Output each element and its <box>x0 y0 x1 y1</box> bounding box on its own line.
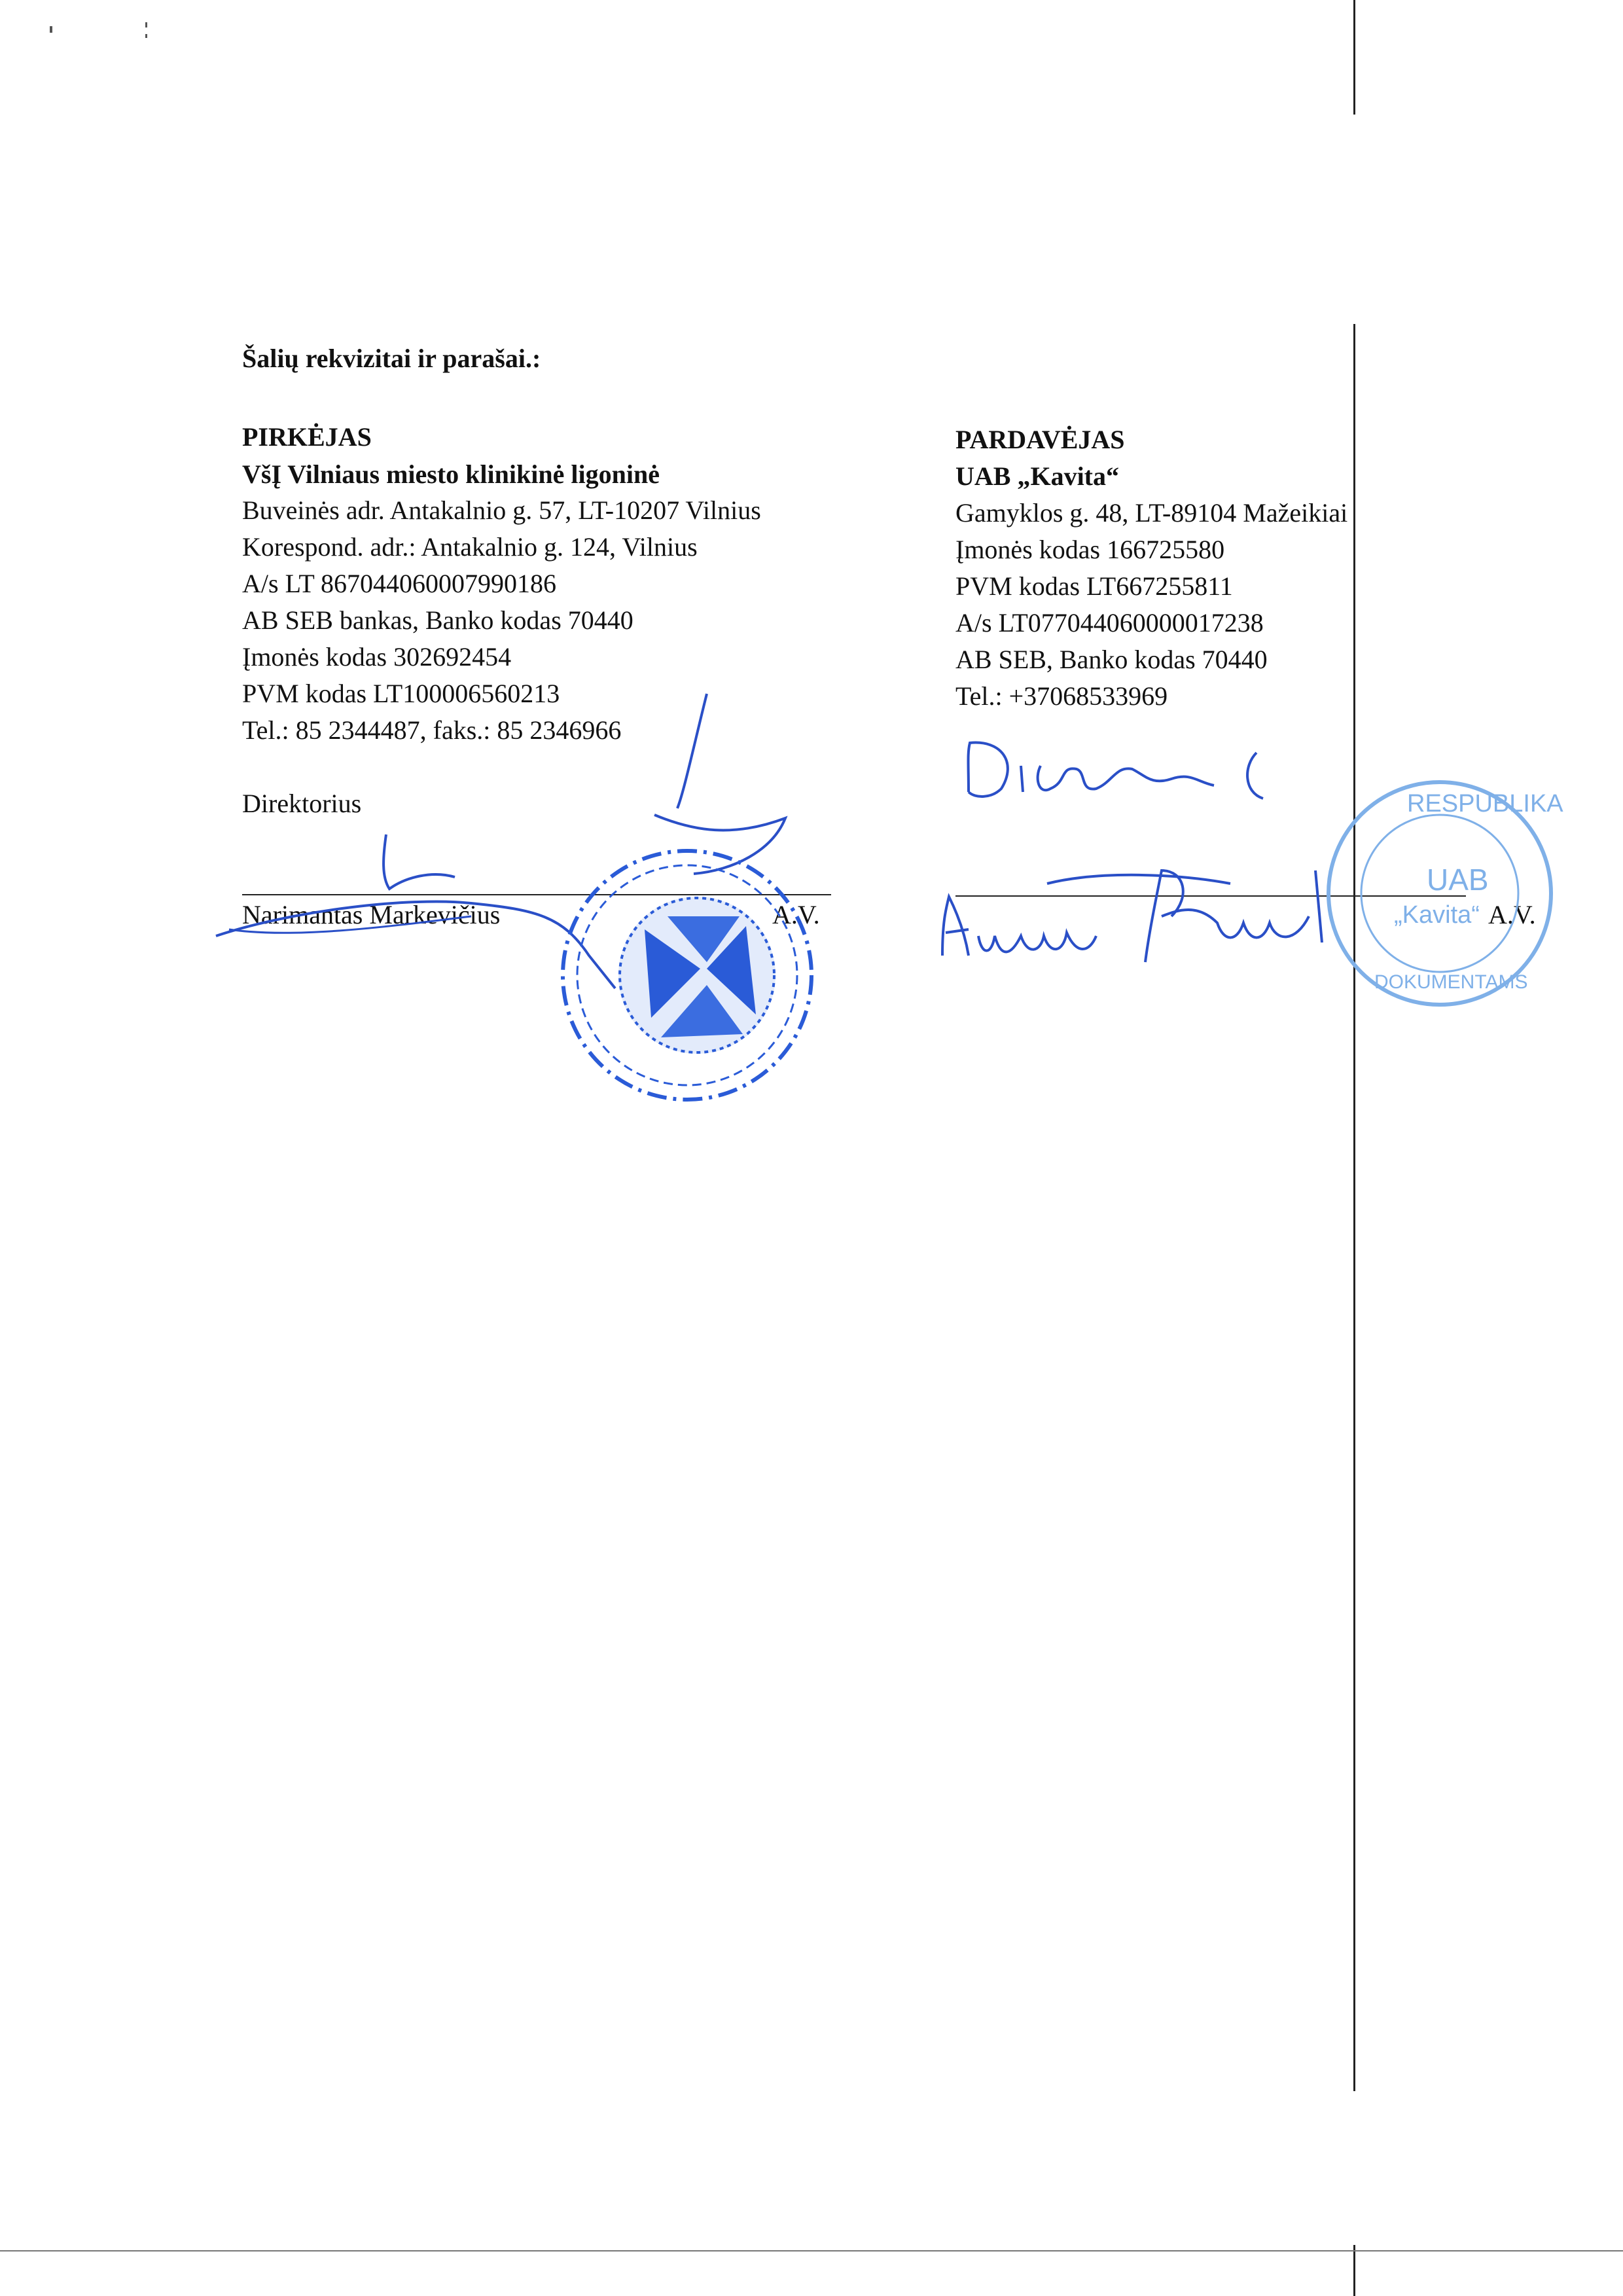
stamp-ring-bottom-text: DOKUMENTAMS <box>1374 971 1528 993</box>
seller-company-code: Įmonės kodas 166725580 <box>955 535 1225 564</box>
buyer-role: PIRKĖJAS <box>242 422 372 452</box>
buyer-position: Direktorius <box>242 789 362 818</box>
seller-bank: AB SEB, Banko kodas 70440 <box>955 645 1268 674</box>
buyer-bank: AB SEB bankas, Banko kodas 70440 <box>242 605 633 635</box>
seller-role: PARDAVĖJAS <box>955 425 1125 454</box>
seller-handwritten-signer <box>929 844 1387 975</box>
seller-stamp <box>1322 772 1571 1021</box>
stamp-center-line2: „Kavita“ <box>1394 901 1480 929</box>
seller-handwritten-position <box>955 726 1296 818</box>
right-margin-line-mid <box>1353 324 1355 2091</box>
stamp-center-line1: UAB <box>1427 863 1489 897</box>
buyer-stamp <box>510 844 851 1132</box>
buyer-company-code: Įmonės kodas 302692454 <box>242 642 512 672</box>
scan-speck <box>145 34 147 38</box>
right-margin-line-bottom <box>1353 2245 1355 2296</box>
right-margin-line-top <box>1353 0 1355 115</box>
buyer-av-label: A.V. <box>772 900 820 929</box>
scan-speck <box>145 22 147 27</box>
parties-heading: Šalių rekvizitai ir parašai.: <box>242 344 541 373</box>
scan-speck <box>50 26 52 33</box>
bottom-edge-line <box>0 2250 1623 2251</box>
buyer-signer-name: Narimantas Markevičius <box>242 900 501 929</box>
seller-name: UAB „Kavita“ <box>955 461 1119 491</box>
buyer-phone-fax: Tel.: 85 2344487, faks.: 85 2346966 <box>242 715 622 745</box>
seller-address: Gamyklos g. 48, LT-89104 Mažeikiai <box>955 498 1348 528</box>
buyer-correspondence-address: Korespond. adr.: Antakalnio g. 124, Vilnius <box>242 532 698 562</box>
buyer-address: Buveinės adr. Antakalnio g. 57, LT-10207 Vilnius <box>242 495 761 525</box>
seller-av-label: A.V. <box>1488 900 1536 929</box>
stamp-ring-top-text: RESPUBLIKA <box>1407 790 1563 817</box>
buyer-vat-code: PVM kodas LT100006560213 <box>242 679 560 708</box>
buyer-account: A/s LT 867044060007990186 <box>242 569 557 598</box>
seller-phone: Tel.: +37068533969 <box>955 681 1168 711</box>
seller-account: A/s LT077044060000017238 <box>955 608 1264 637</box>
seller-details <box>955 495 1347 715</box>
seller-vat-code: PVM kodas LT667255811 <box>955 571 1233 601</box>
buyer-name: VšĮ Vilniaus miesto klinikinė ligoninė <box>242 459 660 489</box>
